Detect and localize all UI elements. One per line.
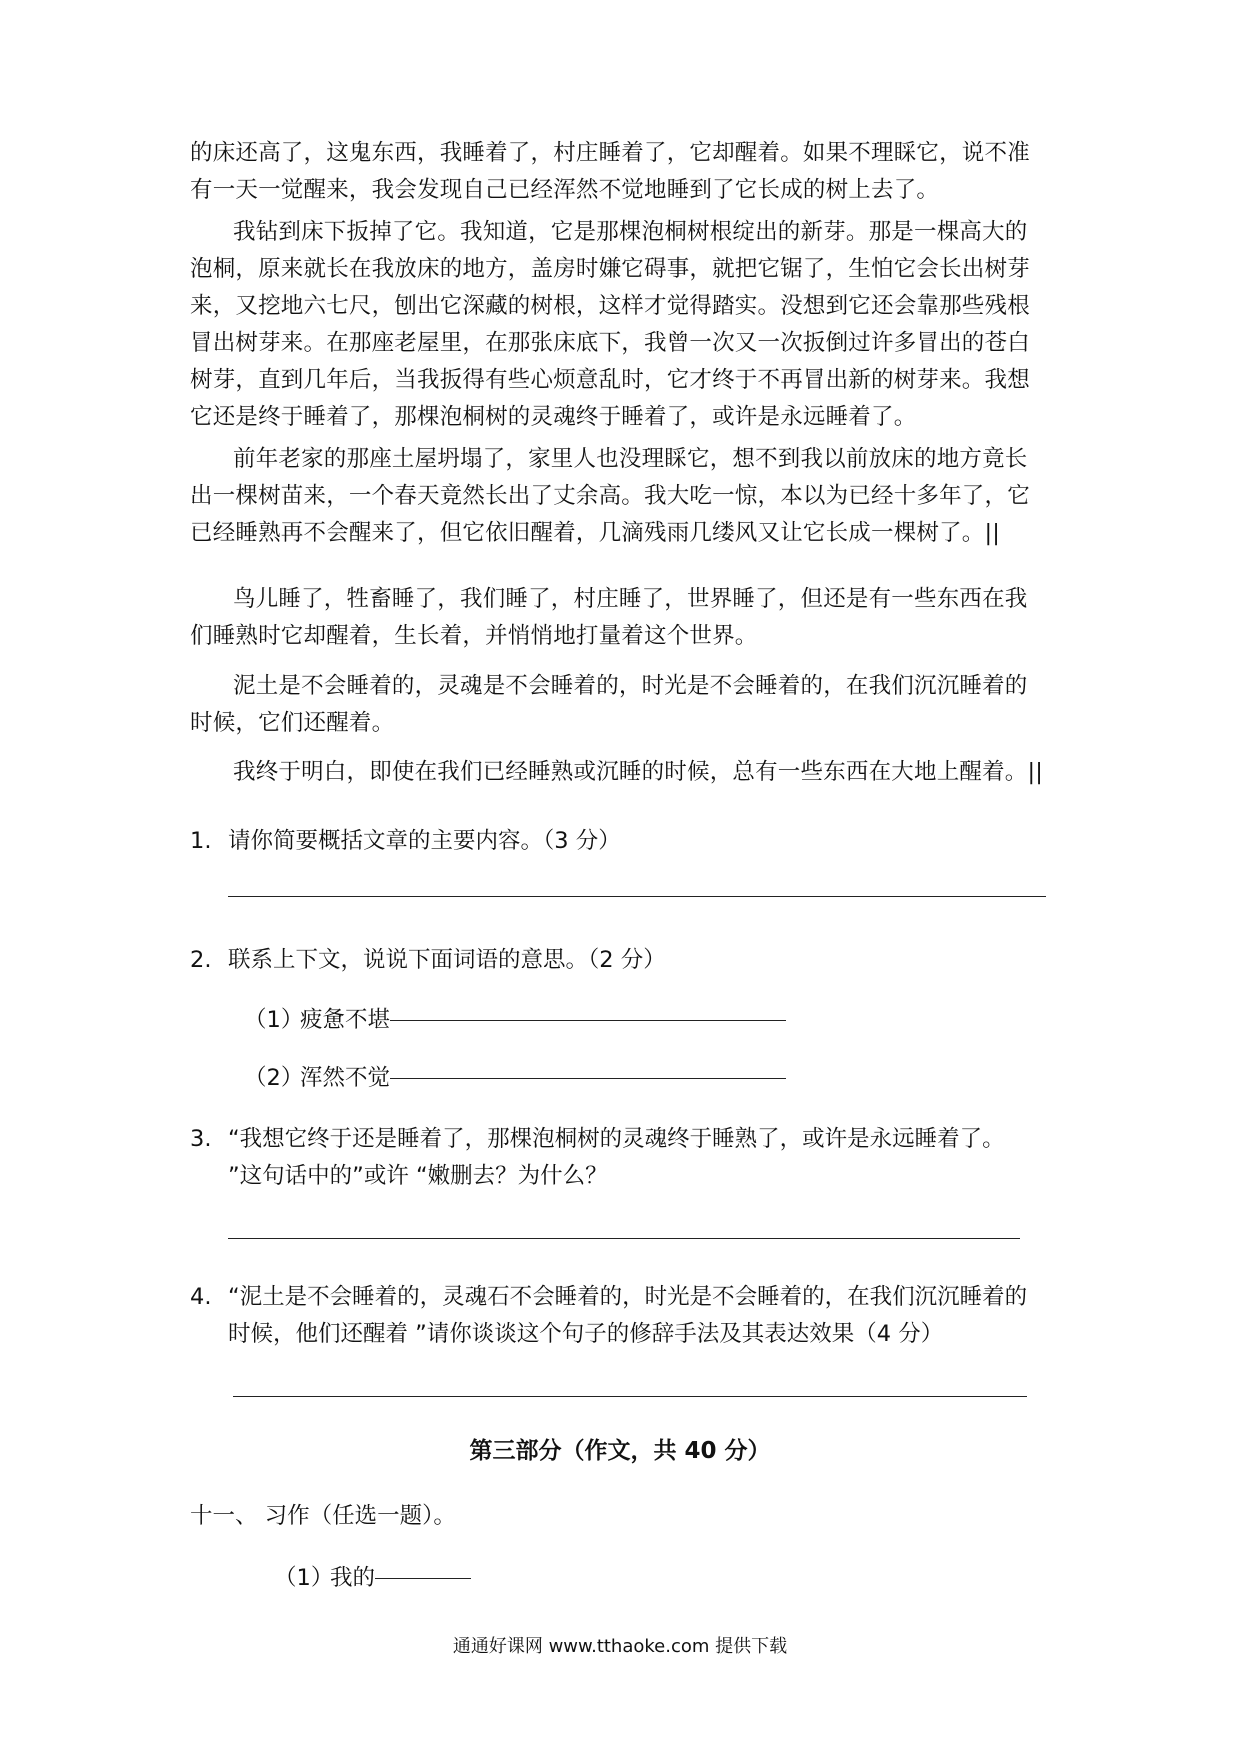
text-line: 它还是终于睡着了，那棵泡桐树的灵魂终于睡着了，或许是永远睡着了。 — [190, 404, 917, 430]
paragraph-5 — [190, 668, 1050, 742]
text-line: 泥土是不会睡着的，灵魂是不会睡着的，时光是不会睡着的，在我们沉沉睡着的 — [233, 673, 1028, 699]
text-line: 冒出树芽来。在那座老屋里，在那张床底下，我曾一次又一次扳倒过许多冒出的苍白 — [190, 330, 1030, 356]
question-3 — [190, 1121, 1070, 1199]
vocab-word: 浑然不觉 — [300, 1065, 391, 1091]
vocab-item-1 — [244, 1002, 786, 1039]
question-number: 1. — [190, 828, 212, 854]
vocab-answer-blank[interactable] — [390, 1078, 786, 1079]
paragraph-3 — [190, 441, 1050, 552]
text-line: 的床还高了，这鬼东西，我睡着了，村庄睡着了，它却醒着。如果不理睬它，说不准 — [190, 140, 1030, 166]
paragraph-1 — [190, 135, 1050, 209]
question-text: 请你简要概括文章的主要内容。（3 分） — [228, 828, 621, 854]
vocab-answer-blank[interactable] — [390, 1020, 786, 1021]
composition-title: 十一、 习作（任选一题）。 — [190, 1503, 456, 1529]
answer-line-4[interactable] — [233, 1396, 1027, 1397]
question-text: “泥土是不会睡着的，灵魂石不会睡着的，时光是不会睡着的，在我们沉沉睡着的 — [228, 1284, 1028, 1310]
text-line: 有一天一觉醒来，我会发现自己已经浑然不觉地睡到了它长成的树上去了。 — [190, 177, 940, 203]
text-line: 泡桐，原来就长在我放床的地方，盖房时嫌它碍事，就把它锯了，生怕它会长出树芽 — [190, 256, 1030, 282]
paragraph-4 — [190, 581, 1050, 655]
text-line: 我钻到床下扳掉了它。我知道，它是那棵泡桐树根绽出的新芽。那是一棵高大的 — [233, 219, 1028, 245]
option-title-blank[interactable] — [375, 1578, 471, 1579]
question-number: 2. — [190, 947, 212, 973]
text-line: 前年老家的那座土屋坍塌了，家里人也没理睬它，想不到我以前放床的地方竟长 — [233, 446, 1028, 472]
answer-line-1[interactable] — [228, 896, 1046, 897]
text-line: 时候，它们还醒着。 — [190, 710, 395, 736]
question-text: 联系上下文，说说下面词语的意思。（2 分） — [228, 947, 666, 973]
paragraph-2 — [190, 214, 1050, 436]
question-number: 3. — [190, 1126, 212, 1152]
text-line: 已经睡熟再不会醒来了，但它依旧醒着，几滴残雨几缕风又让它长成一棵树了。|| — [190, 520, 1001, 546]
text-line: 出一棵树苗来，一个春天竟然长出了丈余高。我大吃一惊，本以为已经十多年了，它 — [190, 483, 1030, 509]
composition-option-1 — [274, 1560, 471, 1597]
paragraph-6 — [190, 754, 1050, 791]
vocab-number: （2） — [244, 1065, 304, 1091]
text-line: 们睡熟时它却醒着，生长着，并悄悄地打量着这个世界。 — [190, 623, 758, 649]
question-text: ”这句话中的”或许 “嫩删去？为什么？ — [228, 1163, 608, 1189]
page-footer: 通通好课网 www.tthaoke.com 提供下载 — [452, 1636, 788, 1657]
question-number: 4. — [190, 1284, 212, 1310]
vocab-word: 疲惫不堪 — [300, 1007, 391, 1033]
question-4 — [190, 1279, 1070, 1357]
section-heading: 第三部分（作文，共 40 分） — [469, 1438, 771, 1464]
text-line: 来，又挖地六七尺，刨出它深藏的树根，这样才觉得踏实。没想到它还会靠那些残根 — [190, 293, 1030, 319]
option-text: 我的 — [330, 1565, 376, 1591]
text-line: 树芽，直到几年后，当我扳得有些心烦意乱时，它才终于不再冒出新的树芽来。我想 — [190, 367, 1030, 393]
answer-line-3[interactable] — [228, 1238, 1020, 1239]
vocab-item-2 — [244, 1060, 786, 1097]
vocab-number: （1） — [244, 1007, 304, 1033]
text-line: 鸟儿睡了，牲畜睡了，我们睡了，村庄睡了，世界睡了，但还是有一些东西在我 — [233, 586, 1028, 612]
question-1 — [190, 823, 1070, 863]
question-2 — [190, 942, 1070, 982]
option-number: （1） — [274, 1565, 334, 1591]
question-text: 时候，他们还醒着 ”请你谈谈这个句子的修辞手法及其表达效果（4 分） — [228, 1321, 944, 1347]
text-line: 我终于明白，即使在我们已经睡熟或沉睡的时候，总有一些东西在大地上醒着。|| — [233, 759, 1044, 785]
question-text: “我想它终于还是睡着了，那棵泡桐树的灵魂终于睡熟了，或许是永远睡着了。 — [228, 1126, 1005, 1152]
